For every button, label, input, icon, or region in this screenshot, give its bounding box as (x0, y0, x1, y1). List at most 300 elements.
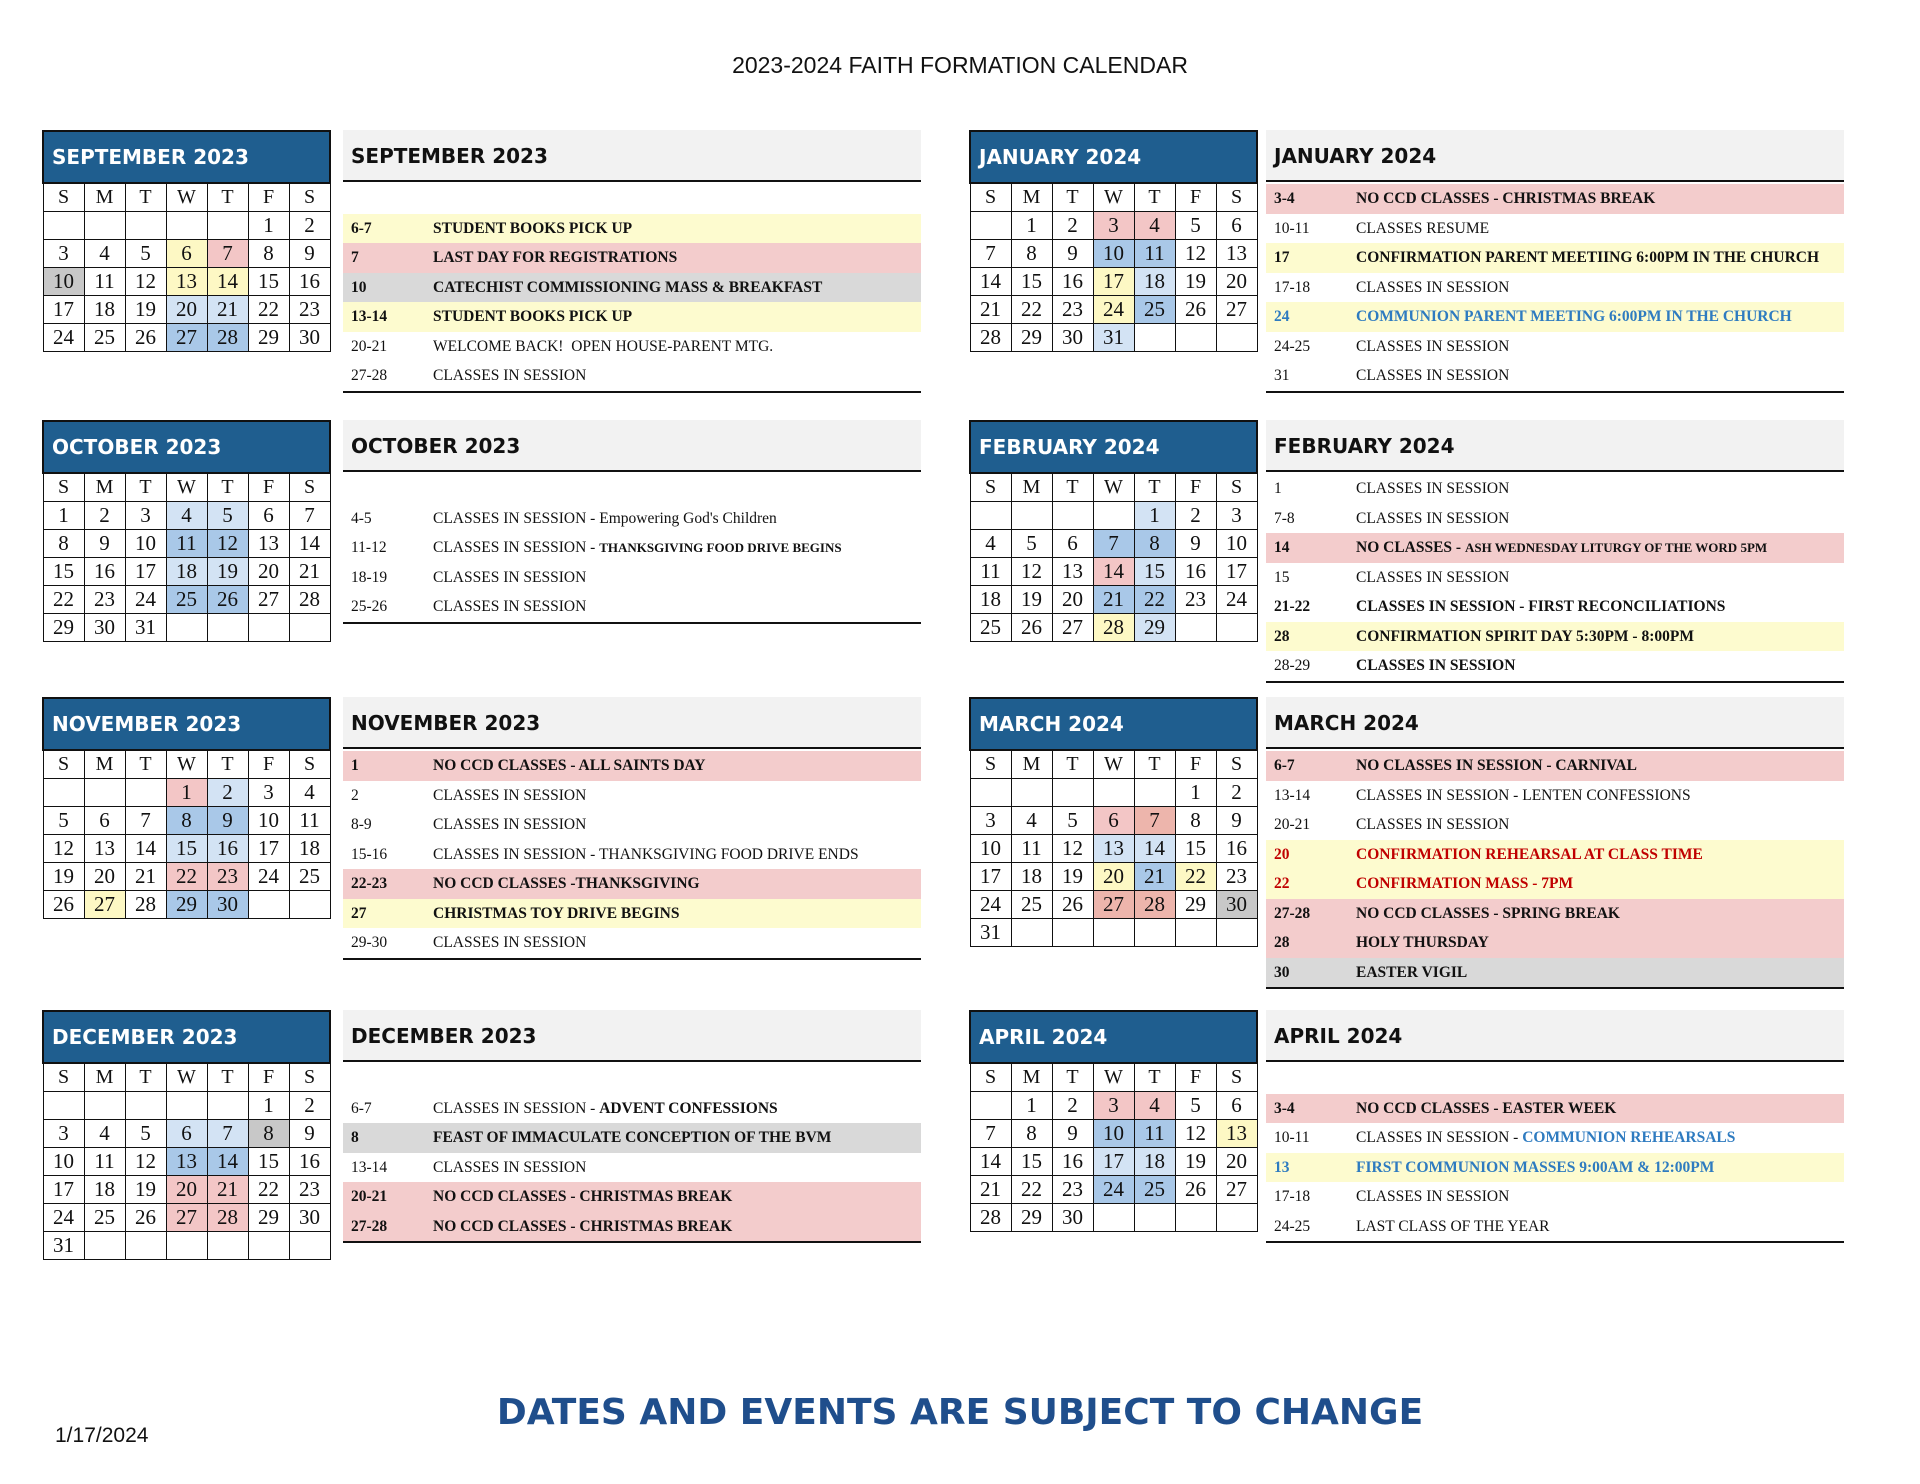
day-cell: 9 (1052, 1120, 1093, 1148)
event-text: NO CCD CLASSES - SPRING BREAK (1356, 904, 1620, 922)
day-cell: 29 (43, 614, 84, 642)
weekday-header: T (1134, 750, 1175, 779)
weekday-header: M (84, 183, 125, 212)
day-cell (1175, 324, 1216, 352)
day-cell: 23 (1052, 1176, 1093, 1204)
event-text: WELCOME BACK! (433, 337, 564, 355)
day-cell: 7 (289, 502, 330, 530)
day-cell: 15 (1134, 558, 1175, 586)
event-text: CLASSES IN SESSION (1356, 509, 1510, 527)
events-month-title: OCTOBER 2023 (343, 420, 921, 472)
day-cell: 14 (207, 268, 248, 296)
weekday-header: W (1093, 473, 1134, 502)
events-month-title: NOVEMBER 2023 (343, 697, 921, 749)
event-date: 20 (1274, 845, 1290, 863)
day-cell: 12 (43, 835, 84, 863)
event-text-extra: ASH WEDNESDAY LITURGY OF THE WORD 5PM (1464, 540, 1768, 555)
event-description (1356, 563, 1509, 593)
event-date: 24 (1274, 308, 1290, 325)
day-cell (970, 1092, 1011, 1120)
day-cell (970, 212, 1011, 240)
weekday-header: S (43, 1063, 84, 1092)
day-cell: 8 (248, 1120, 289, 1148)
day-cell (166, 1232, 207, 1260)
day-cell (1052, 779, 1093, 807)
day-cell: 15 (43, 558, 84, 586)
weekday-header: S (289, 473, 330, 502)
event-row (343, 899, 921, 929)
day-cell: 24 (970, 891, 1011, 919)
event-description (1356, 474, 1509, 504)
day-cell: 2 (1052, 1092, 1093, 1120)
event-row (1266, 243, 1844, 273)
day-cell: 28 (207, 324, 248, 352)
day-cell: 22 (1011, 296, 1052, 324)
day-cell: 7 (207, 240, 248, 268)
day-cell: 30 (1052, 324, 1093, 352)
event-row (1266, 533, 1844, 563)
day-cell: 3 (43, 240, 84, 268)
weekday-header: T (125, 473, 166, 502)
event-text: CLASSES IN SESSION (433, 568, 587, 586)
day-cell: 27 (1216, 1176, 1257, 1204)
event-date: 11-12 (351, 539, 387, 556)
event-text: NO CCD CLASSES - ALL SAINTS DAY (433, 757, 706, 774)
day-cell: 11 (1134, 1120, 1175, 1148)
event-row (343, 1182, 921, 1212)
weekday-header: T (1052, 183, 1093, 212)
day-cell: 17 (43, 296, 84, 324)
event-text: COMMUNION PARENT MEETING 6:00PM IN THE CHURCH (1356, 308, 1792, 325)
event-date: 8-9 (351, 816, 372, 833)
event-text-extra: COMMUNION REHEARSALS (1522, 1129, 1736, 1146)
day-cell: 21 (1093, 586, 1134, 614)
calendar-month-title: FEBRUARY 2024 (970, 421, 1257, 473)
day-cell: 11 (1011, 835, 1052, 863)
day-cell: 24 (1093, 1176, 1134, 1204)
day-cell (1175, 919, 1216, 947)
day-cell: 24 (1093, 296, 1134, 324)
day-cell: 31 (43, 1232, 84, 1260)
day-cell: 31 (970, 919, 1011, 947)
event-date: 15-16 (351, 845, 388, 863)
day-cell: 1 (248, 1092, 289, 1120)
day-cell: 5 (43, 807, 84, 835)
event-text: CLASSES IN SESSION - (433, 539, 600, 556)
day-cell: 13 (166, 1148, 207, 1176)
day-cell: 29 (1134, 614, 1175, 642)
day-cell (1052, 502, 1093, 530)
weekday-header: W (166, 473, 207, 502)
event-text: CLASSES IN SESSION (433, 367, 587, 384)
event-row (1266, 302, 1844, 332)
day-cell: 16 (1052, 1148, 1093, 1176)
event-row (343, 1153, 921, 1183)
weekday-header: S (43, 183, 84, 212)
day-cell: 29 (166, 891, 207, 919)
event-row (343, 273, 921, 303)
day-cell: 27 (1216, 296, 1257, 324)
event-description (1356, 1123, 1735, 1153)
weekday-header: S (970, 1063, 1011, 1092)
event-row (343, 504, 921, 534)
day-cell: 11 (289, 807, 330, 835)
event-description (1356, 899, 1620, 929)
event-text: CLASSES IN SESSION (1356, 278, 1510, 296)
event-date: 20-21 (351, 1188, 388, 1205)
day-cell: 10 (970, 835, 1011, 863)
event-date: 6-7 (1274, 757, 1295, 774)
day-cell (43, 1092, 84, 1120)
event-row (343, 474, 921, 504)
event-description (433, 273, 822, 303)
event-row (1266, 622, 1844, 652)
day-cell (1175, 614, 1216, 642)
day-cell: 13 (1093, 835, 1134, 863)
weekday-header: S (970, 750, 1011, 779)
event-row (343, 1094, 921, 1124)
day-cell: 21 (207, 296, 248, 324)
revision-date: 1/17/2024 (55, 1424, 149, 1447)
day-cell (125, 1092, 166, 1120)
weekday-header: M (1011, 750, 1052, 779)
event-date: 13-14 (1274, 786, 1311, 804)
day-cell: 3 (1093, 212, 1134, 240)
event-text: CONFIRMATION SPIRIT DAY 5:30PM - 8:00PM (1356, 627, 1694, 645)
event-row (1266, 1123, 1844, 1153)
day-cell: 27 (166, 1204, 207, 1232)
day-cell: 18 (84, 1176, 125, 1204)
weekday-header: T (1134, 1063, 1175, 1092)
day-cell: 30 (1052, 1204, 1093, 1232)
day-cell: 4 (84, 1120, 125, 1148)
event-text: CATECHIST COMMISSIONING MASS & BREAKFAST (433, 278, 823, 296)
day-cell: 26 (43, 891, 84, 919)
event-date: 17 (1274, 249, 1290, 266)
day-cell: 2 (289, 1092, 330, 1120)
event-text: NO CCD CLASSES - CHRISTMAS BREAK (1356, 190, 1656, 207)
event-description (1356, 869, 1573, 899)
calendar-month-title: DECEMBER 2023 (43, 1011, 330, 1063)
day-cell: 20 (248, 558, 289, 586)
day-cell: 28 (1093, 614, 1134, 642)
day-cell: 6 (1093, 807, 1134, 835)
event-description (433, 810, 586, 840)
day-cell: 14 (1134, 835, 1175, 863)
day-cell: 2 (1052, 212, 1093, 240)
day-cell: 4 (166, 502, 207, 530)
day-cell: 10 (1093, 240, 1134, 268)
event-text: CONFIRMATION REHEARSAL AT CLASS TIME (1356, 845, 1703, 863)
month-calendar (42, 420, 331, 642)
day-cell: 14 (970, 268, 1011, 296)
weekday-header: T (207, 473, 248, 502)
day-cell: 5 (207, 502, 248, 530)
day-cell: 11 (84, 1148, 125, 1176)
day-cell (970, 502, 1011, 530)
day-cell: 6 (248, 502, 289, 530)
event-description (1356, 214, 1489, 244)
event-description (1356, 361, 1509, 391)
day-cell: 23 (1216, 863, 1257, 891)
day-cell (125, 779, 166, 807)
event-date: 27 (351, 904, 367, 922)
event-date: 15 (1274, 568, 1290, 586)
event-date: 14 (1274, 539, 1290, 556)
events-panel (1266, 1010, 1844, 1243)
day-cell: 16 (289, 1148, 330, 1176)
event-description (433, 302, 632, 332)
day-cell: 26 (1175, 1176, 1216, 1204)
event-date: 31 (1274, 367, 1290, 384)
day-cell (166, 614, 207, 642)
day-cell: 23 (1175, 586, 1216, 614)
day-cell: 7 (1093, 530, 1134, 558)
day-cell: 25 (1011, 891, 1052, 919)
day-cell: 30 (289, 324, 330, 352)
event-row (1266, 332, 1844, 362)
day-cell (207, 614, 248, 642)
event-text: CLASSES IN SESSION (1356, 337, 1510, 355)
event-row (1266, 592, 1844, 622)
day-cell: 19 (1175, 1148, 1216, 1176)
day-cell: 9 (289, 240, 330, 268)
event-date: 27-28 (1274, 904, 1311, 922)
day-cell: 2 (84, 502, 125, 530)
day-cell (43, 212, 84, 240)
day-cell: 18 (1134, 268, 1175, 296)
event-description (1356, 302, 1792, 332)
event-date: 4-5 (351, 509, 372, 527)
event-row (343, 781, 921, 811)
month-calendar (969, 420, 1258, 642)
event-description (1356, 810, 1509, 840)
event-row (1266, 184, 1844, 214)
month-calendar (42, 1010, 331, 1260)
day-cell: 18 (166, 558, 207, 586)
event-row (1266, 651, 1844, 681)
day-cell: 4 (1011, 807, 1052, 835)
weekday-header: M (84, 750, 125, 779)
day-cell: 17 (1216, 558, 1257, 586)
event-date: 3-4 (1274, 1099, 1295, 1117)
event-text: EASTER VIGIL (1356, 963, 1468, 981)
event-text: NO CLASSES - (1356, 539, 1465, 556)
weekday-header: S (970, 183, 1011, 212)
calendar-month-title: NOVEMBER 2023 (43, 698, 330, 750)
event-description (1356, 622, 1694, 652)
day-cell: 8 (248, 240, 289, 268)
weekday-header: S (289, 750, 330, 779)
day-cell: 28 (125, 891, 166, 919)
weekday-header: W (166, 750, 207, 779)
calendar-month-title: OCTOBER 2023 (43, 421, 330, 473)
event-description (433, 563, 586, 593)
weekday-header: W (166, 183, 207, 212)
event-description (433, 361, 586, 391)
event-text: CLASSES IN SESSION (1356, 657, 1516, 674)
event-description (1356, 928, 1489, 958)
day-cell: 20 (166, 296, 207, 324)
day-cell: 22 (248, 296, 289, 324)
month-calendar (969, 697, 1258, 947)
event-text: STUDENT BOOKS PICK UP (433, 219, 633, 237)
day-cell: 24 (1216, 586, 1257, 614)
day-cell: 18 (289, 835, 330, 863)
event-row (343, 302, 921, 332)
event-description (1356, 751, 1637, 781)
day-cell: 17 (43, 1176, 84, 1204)
event-description (433, 899, 680, 929)
event-date: 10 (351, 278, 367, 296)
event-row (343, 928, 921, 958)
day-cell: 26 (125, 324, 166, 352)
day-cell: 17 (1093, 1148, 1134, 1176)
day-cell: 8 (1175, 807, 1216, 835)
day-cell (84, 1232, 125, 1260)
weekday-header: M (84, 1063, 125, 1092)
day-cell (1052, 919, 1093, 947)
weekday-header: W (1093, 750, 1134, 779)
day-cell: 18 (1134, 1148, 1175, 1176)
event-description (1356, 840, 1703, 870)
day-cell: 3 (1093, 1092, 1134, 1120)
event-row (343, 869, 921, 899)
event-row (343, 592, 921, 622)
day-cell (1134, 919, 1175, 947)
event-description (433, 1182, 732, 1212)
event-description (1356, 781, 1691, 811)
event-date: 28 (1274, 934, 1290, 951)
day-cell: 6 (1216, 212, 1257, 240)
day-cell: 27 (84, 891, 125, 919)
event-row (343, 243, 921, 273)
day-cell: 16 (289, 268, 330, 296)
weekday-header: S (1216, 1063, 1257, 1092)
day-cell: 7 (1134, 807, 1175, 835)
day-cell (1216, 614, 1257, 642)
day-cell: 13 (248, 530, 289, 558)
day-cell: 4 (1134, 212, 1175, 240)
day-cell: 15 (1011, 268, 1052, 296)
day-cell: 11 (84, 268, 125, 296)
events-month-title: DECEMBER 2023 (343, 1010, 921, 1062)
day-cell: 4 (1134, 1092, 1175, 1120)
event-description (1356, 184, 1655, 214)
day-cell (248, 1232, 289, 1260)
event-date: 18-19 (351, 568, 388, 586)
weekday-header: F (248, 473, 289, 502)
day-cell: 27 (248, 586, 289, 614)
event-text: CLASSES IN SESSION (433, 816, 587, 833)
day-cell: 22 (1011, 1176, 1052, 1204)
event-date: 30 (1274, 963, 1290, 981)
event-date: 1 (351, 757, 359, 774)
event-text: CLASSES IN SESSION - LENTEN CONFESSIONS (1356, 786, 1691, 804)
weekday-header: S (289, 1063, 330, 1092)
weekday-header: T (1052, 473, 1093, 502)
day-cell: 19 (125, 296, 166, 324)
day-cell: 20 (84, 863, 125, 891)
event-row (343, 1064, 921, 1094)
day-cell: 1 (1011, 212, 1052, 240)
event-text: CLASSES IN SESSION (1356, 1188, 1510, 1205)
day-cell: 6 (84, 807, 125, 835)
events-panel (1266, 130, 1844, 393)
day-cell (248, 614, 289, 642)
day-cell (1216, 1204, 1257, 1232)
day-cell (289, 891, 330, 919)
day-cell: 19 (1175, 268, 1216, 296)
day-cell: 5 (125, 1120, 166, 1148)
day-cell: 15 (1011, 1148, 1052, 1176)
event-text: CLASSES IN SESSION (433, 598, 587, 615)
event-row (1266, 810, 1844, 840)
event-date: 6-7 (351, 1099, 372, 1117)
event-description (1356, 504, 1509, 534)
day-cell: 5 (1011, 530, 1052, 558)
event-text: NO CCD CLASSES -THANKSGIVING (433, 875, 700, 892)
day-cell: 21 (970, 1176, 1011, 1204)
event-row (1266, 273, 1844, 303)
day-cell: 16 (1052, 268, 1093, 296)
weekday-header: F (1175, 473, 1216, 502)
day-cell: 1 (1175, 779, 1216, 807)
weekday-header: M (84, 473, 125, 502)
day-cell: 4 (289, 779, 330, 807)
day-cell: 23 (1052, 296, 1093, 324)
event-description (433, 840, 859, 870)
events-panel (343, 130, 921, 393)
day-cell: 23 (289, 1176, 330, 1204)
day-cell (1134, 779, 1175, 807)
event-date: 22-23 (351, 875, 388, 892)
events-month-title: FEBRUARY 2024 (1266, 420, 1844, 472)
event-date: 27-28 (351, 367, 388, 384)
day-cell (125, 212, 166, 240)
day-cell: 22 (1175, 863, 1216, 891)
day-cell: 12 (207, 530, 248, 558)
day-cell: 10 (43, 268, 84, 296)
day-cell: 4 (970, 530, 1011, 558)
event-row (1266, 563, 1844, 593)
day-cell (43, 779, 84, 807)
event-text: CLASSES IN SESSION (433, 1158, 587, 1176)
month-calendar (42, 130, 331, 352)
event-date: 28-29 (1274, 657, 1311, 674)
day-cell: 28 (1134, 891, 1175, 919)
day-cell: 5 (1052, 807, 1093, 835)
day-cell: 3 (248, 779, 289, 807)
event-text: LAST CLASS OF THE YEAR (1356, 1217, 1550, 1235)
day-cell: 12 (125, 268, 166, 296)
day-cell: 12 (1011, 558, 1052, 586)
event-date: 1 (1274, 480, 1282, 497)
event-date: 3-4 (1274, 190, 1295, 207)
day-cell: 19 (207, 558, 248, 586)
event-text: LAST DAY FOR REGISTRATIONS (433, 249, 678, 266)
day-cell: 29 (1011, 324, 1052, 352)
day-cell: 13 (84, 835, 125, 863)
event-date: 28 (1274, 627, 1290, 645)
event-row (1266, 899, 1844, 929)
event-text: CLASSES IN SESSION (1356, 480, 1510, 497)
day-cell: 9 (207, 807, 248, 835)
weekday-header: F (248, 183, 289, 212)
event-row (1266, 214, 1844, 244)
event-description (1356, 533, 1767, 563)
day-cell: 20 (1093, 863, 1134, 891)
